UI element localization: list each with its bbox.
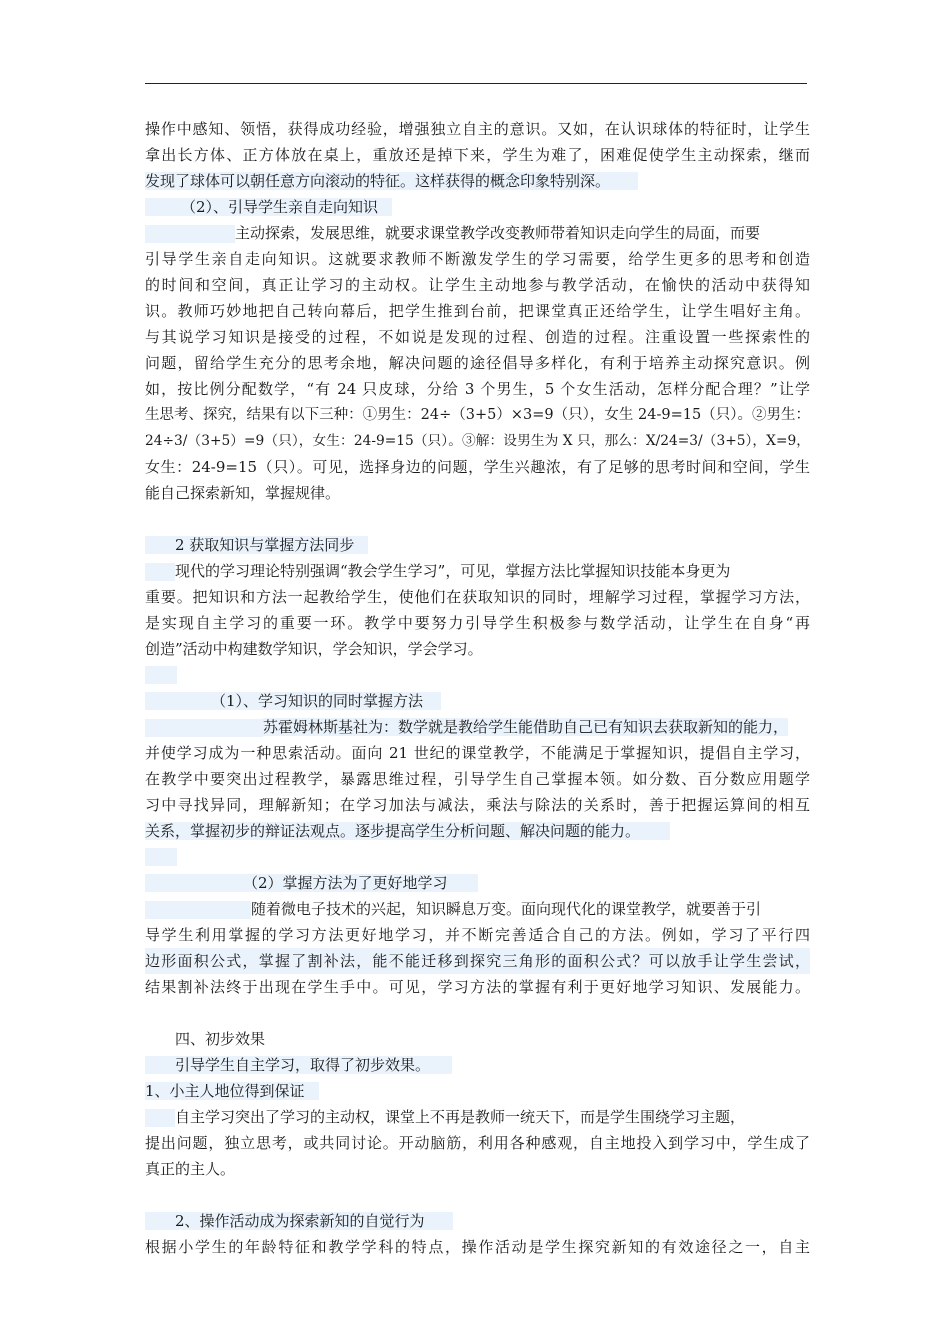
text-line (145, 558, 810, 584)
text-line (145, 818, 810, 844)
text-span: 主动探索，发展思维，就要求课堂教学改变教师带着知识走向学生的局面，而要 (235, 224, 761, 242)
text-span: 苏霍姆林斯基社为：数学就是教给学生能借助自己已有知识去获取新知的能力， (263, 718, 789, 736)
subheading-text: （2）掌握方法为了更好地学习 (145, 874, 478, 892)
subheading-line (145, 688, 810, 714)
document-body (145, 116, 810, 1260)
text-span: 自主学习突出了学习的主动权，课堂上不再是教师一统天下，而是学生围绕学习主题， (175, 1108, 746, 1126)
text-line: 在教学中要突出过程教学，暴露思维过程，引导学生自己掌握本领。如分数、百分数应用题学 (145, 770, 810, 788)
text-line (145, 480, 810, 506)
text-line (145, 636, 810, 662)
text-line: 生思考、探究，结果有以下三种：①男生：24÷（3+5）×3=9（只），女生 24-9=15（只）。②男生： (145, 407, 810, 423)
text-line: 边形面积公式，掌握了割补法，能不能迁移到探究三角形的面积公式？可以放手让学生尝试， (145, 948, 810, 974)
text-line: 重要。把知识和方法一起教给学生，使他们在获取知识的同时，埋解学习过程，掌握学习方法， (145, 588, 810, 606)
text-span: 真正的主人。 (145, 1160, 236, 1178)
text-line (145, 220, 810, 246)
text-line: 结果割补法终于出现在学生手中。可见，学习方法的掌握有利于更好地学习知识、发展能力。 (145, 978, 810, 996)
subheading-line (145, 1026, 810, 1052)
text-line: 是实现自主学习的重要一环。教学中要努力引导学生积极参与数学活动，让学生在自身“再 (145, 614, 810, 632)
subheading-text: （2）、引导学生亲自走向知识 (145, 198, 392, 216)
text-span: 创造”活动中构建数学知识，学会知识，学会学习。 (145, 640, 483, 658)
text-line: 习中寻找异同，理解新知；在学习加法与减法，乘法与除法的关系时，善于把握运算间的相互 (145, 796, 810, 814)
subheading-text: （1）、学习知识的同时掌握方法 (145, 692, 441, 710)
subheading-text: 四、初步效果 (175, 1030, 266, 1048)
text-span: 发现了球体可以朝任意方向滚动的特征。这样获得的概念印象特别深。 (145, 172, 638, 190)
text-span: 现代的学习理论特别强调“教会学生学习”，可见，掌握方法比掌握知识技能本身更为 (175, 562, 731, 580)
text-span: 关系，掌握初步的辩证法观点。逐步提高学生分析问题、解决问题的能力。 (145, 822, 670, 840)
text-line (145, 896, 810, 922)
subheading-text: 2 获取知识与掌握方法同步 (145, 536, 368, 554)
text-line: 的时间和空间，真正让学习的主动权。让学生主动地参与教学活动，在愉快的活动中获得知 (145, 276, 810, 294)
text-line: 拿出长方体、正方体放在桌上，重放还是掉下来，学生为难了，困难促使学生主动探索，继而 (145, 146, 810, 164)
text-span: 引导学生自主学习，取得了初步效果。 (145, 1056, 452, 1074)
subheading-line (145, 870, 810, 896)
text-line: 根据小学生的年龄特征和教学学科的特点，操作活动是学生探究新知的有效途径之一，自主 (145, 1238, 810, 1256)
subheading-text: 1、小主人地位得到保证 (145, 1082, 319, 1100)
text-line: 导学生利用掌握的学习方法更好地学习，并不断完善适合自己的方法。例如，学习了平行四 (145, 926, 810, 944)
text-span: 能自己探索新知，掌握规律。 (145, 484, 341, 502)
text-line (145, 1052, 810, 1078)
subheading-line (145, 1078, 810, 1104)
text-line: 与其说学习知识是接受的过程，不如说是发现的过程、创造的过程。注重设置一些探索性的 (145, 328, 810, 346)
subheading-text: 2、操作活动成为探索新知的自觉行为 (145, 1212, 453, 1230)
text-line: 引导学生亲自走向知识。这就要求教师不断激发学生的学习需要，给学生更多的思考和创造 (145, 250, 810, 268)
subheading-line (145, 1208, 810, 1234)
subheading-line (145, 532, 810, 558)
text-line: 24÷3/（3+5）=9（只），女生：24-9=15（只）。③解：设男生为 X 只，那么：X/24=3/（3+5），X=9， (145, 433, 810, 449)
text-line: 操作中感知、领悟，获得成功经验，增强独立自主的意识。又如，在认识球体的特征时，让学生 (145, 120, 810, 138)
text-line: 女生：24-9=15（只）。可见，选择身边的问题，学生兴趣浓，有了足够的思考时间和空间，学生 (145, 458, 810, 476)
text-line (145, 1156, 810, 1182)
text-span: 随着微电子技术的兴起，知识瞬息万变。面向现代化的课堂教学，就要善于引 (251, 900, 762, 918)
text-line: 问题，留给学生充分的思考余地，解决问题的途径倡导多样化，有利于培养主动探究意识。例 (145, 354, 810, 372)
text-line: 并使学习成为一种思索活动。面向 21 世纪的课堂教学，不能满足于掌握知识，提倡自主学习， (145, 744, 810, 762)
text-line (145, 1104, 810, 1130)
text-line: 如，按比例分配数学，“有 24 只皮球，分给 3 个男生，5 个女生活动，怎样分配合理？”让学 (145, 380, 810, 398)
subheading-line (145, 194, 810, 220)
text-line (145, 168, 810, 194)
text-line (145, 714, 810, 740)
text-line: 提出问题，独立思考，或共同讨论。开动脑筋，利用各种感观，自主地投入到学习中，学生成了 (145, 1134, 810, 1152)
text-line: 识。教师巧妙地把自己转向幕后，把学生推到台前，把课堂真正还给学生，让学生唱好主角。 (145, 302, 810, 320)
header-rule (145, 83, 807, 84)
